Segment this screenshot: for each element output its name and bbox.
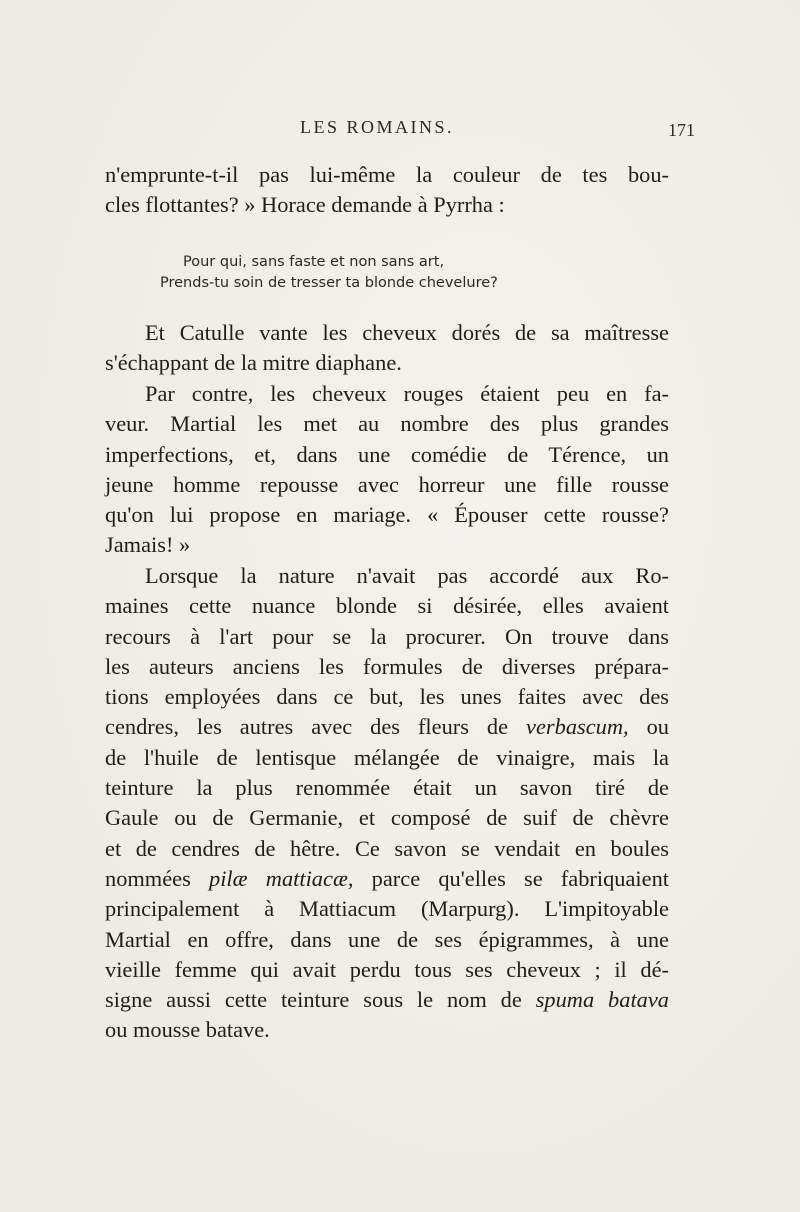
text-run: cendres, les autres avec des fleurs de: [105, 714, 527, 740]
text-line: [105, 712, 669, 742]
text-line: veur. Martial les met au nombre des plus grandes: [105, 411, 669, 437]
text-line: n'emprunte-t-il pas lui-même la couleur de tes bou-: [105, 162, 669, 187]
text-line: vieille femme qui avait perdu tous ses cheveux ; il dé-: [105, 956, 669, 982]
paragraph-dye: [105, 561, 669, 1046]
text-line: [105, 985, 669, 1015]
page-number: 171: [668, 120, 695, 140]
text-line: Jamais! »: [105, 532, 191, 558]
latin-term: pilæ mattiacæ,: [209, 865, 354, 891]
text-run: parce qu'elles se fabriquaient: [353, 865, 669, 891]
latin-term: spuma batava: [535, 987, 669, 1013]
text-line: les auteurs anciens les formules de diverses prépara-: [105, 653, 669, 679]
text-line: s'échappant de la mitre diaphane.: [105, 350, 402, 376]
latin-term: verbascum,: [526, 714, 629, 740]
text-line: Martial en offre, dans une de ses épigrammes, à une: [105, 926, 669, 952]
text-line: tions employées dans ce but, les unes faites avec des: [105, 684, 669, 710]
text-line: et de cendres de hêtre. Ce savon se vendait en boules: [105, 835, 669, 861]
text-run: signe aussi cette teinture sous le nom de: [105, 987, 536, 1013]
paragraph-continuation: [105, 160, 669, 221]
text-line: ou mousse batave.: [105, 1017, 270, 1043]
verse-line: Pour qui, sans faste et non sans art,: [183, 254, 445, 270]
running-title: LES ROMAINS.: [300, 117, 455, 137]
text-line: [105, 864, 669, 894]
text-line: de l'huile de lentisque mélangée de vinaigre, mais la: [105, 744, 669, 770]
text-run: ou: [628, 714, 669, 740]
verse-quotation: [160, 252, 590, 294]
text-line: qu'on lui propose en mariage. « Épouser cette rousse?: [105, 502, 669, 528]
text-line: Et Catulle vante les cheveux dorés de sa maîtresse: [145, 320, 669, 345]
text-line: cles flottantes? » Horace demande à Pyrrha :: [105, 192, 505, 218]
text-run: nommées: [105, 865, 210, 891]
verse-line: Prends-tu soin de tresser ta blonde chevelure?: [160, 275, 498, 291]
text-line: recours à l'art pour se la procurer. On trouve dans: [105, 623, 669, 649]
text-line: teinture la plus renommée était un savon tiré de: [105, 775, 669, 801]
text-line: maines cette nuance blonde si désirée, elles avaient: [105, 593, 669, 619]
text-line: principalement à Mattiacum (Marpurg). L'impitoyable: [105, 896, 669, 922]
text-line: Par contre, les cheveux rouges étaient peu en fa-: [145, 381, 669, 406]
text-line: imperfections, et, dans une comédie de Térence, un: [105, 441, 669, 467]
text-line: Lorsque la nature n'avait pas accordé aux Ro-: [145, 563, 669, 588]
paragraph-red-hair: [105, 379, 669, 561]
text-line: jeune homme repousse avec horreur une fille rousse: [105, 471, 669, 497]
text-line: Gaule ou de Germanie, et composé de suif de chèvre: [105, 805, 669, 831]
paragraph-catulle: [105, 318, 669, 379]
